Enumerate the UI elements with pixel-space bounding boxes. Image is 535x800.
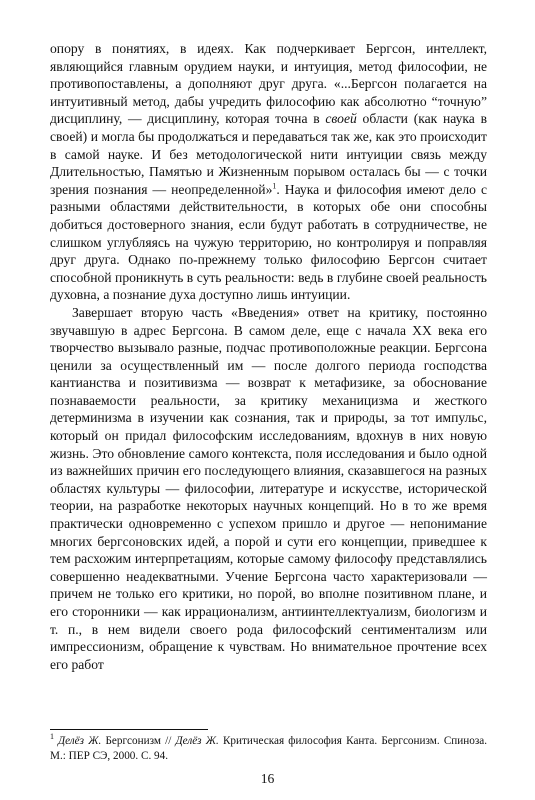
text-run: опору в понятиях, в идеях. Как подчеркивает Бергсон, интеллект, являющийся главным орудием науки, и интуиция, метод философии, не противопоставлены, а дополняют друг друга. «...Бергсон полагается на интуитивный метод, дабы учредить философию как абсолютно “точную” дисциплину, — дисциплину, которая точна в (50, 41, 487, 127)
italic-text: Делёз Ж. (58, 735, 102, 747)
text-run: . Наука и философия имеют дело с разными областями действительности, в которых обе они способны добиться достоверного знания, если будут работать в сотрудничестве, не слишком углубляясь на чужую территорию, но контролируя и поправляя друг друга. Однако по-прежнему только философию Бергсон считает способной проникнуть в суть реальности: ведь в глубине своей реальность духовна, а познание духа доступно лишь интуиции. (50, 181, 488, 303)
footnote-divider (50, 729, 208, 730)
footnote-marker: 1 (50, 732, 54, 742)
italic-text: своей (325, 111, 357, 127)
main-text (50, 40, 487, 673)
text-run: Бергсонизм // (101, 735, 176, 747)
paragraph-1 (50, 40, 487, 304)
italic-text: Делёз Ж. (175, 735, 219, 747)
paragraph-2 (50, 304, 487, 673)
footnote (50, 734, 487, 764)
page-number: 16 (260, 771, 275, 786)
footnote-text (50, 735, 487, 762)
text-run: Критическая философия Канта. Бергсонизм. Спиноза. М.: ПЕР СЭ, 2000. С. 94. (50, 735, 488, 762)
text-run: Завершает вторую часть «Введения» ответ на критику, постоянно звучавшую в адрес Бергсона. В самом деле, еще с начала XX века его творчество вызывало разные, подчас противоположные реакции. Бергсона ценили за осуществленный им — после долгого периода господства кантианства и позитивизма — возврат к метафизике, за обоснование познаваемости реальности, за критику механицизма и жесткого детерминизма в изучении как сознания, так и природы, за тот импульс, который он придал философским исследованиям, вдохнув в них новую жизнь. Это обновление самого контекста, поля исследования и было одной из важнейших причин его последующего влияния, сказавшегося на разных областях культуры — философии, литературе и искусстве, исторической теории, на разработке некоторых научных концепций. Но в то же время практически одновременно с успехом пришло и другое — непонимание многих бергсоновских идей, а порой и сути его концепции, приведшее к тем расхожим интерпретациям, которые самому философу представлялись совершенно неадекватными. Учение Бергсона часто характеризовали — причем не только его критики, но порой, во вполне позитивном плане, и его сторонники — как иррационализм, антиинтеллектуализм, биологизм и т. п., в нем видели своего рода философский сентиментализм или импрессионизм, обращение к чувствам. Но внимательное прочтение всех его работ (50, 304, 487, 672)
footnote-ref: 1 (272, 181, 277, 191)
text-run: области (как наука в своей) и могла бы продолжаться и передаваться так же, как это происходит в самой науке. И без методологической нити интуиции связь между Длительностью, Памятью и Жизненным порывом осталась бы — с точки зрения познания — неопределенной» (50, 111, 487, 197)
